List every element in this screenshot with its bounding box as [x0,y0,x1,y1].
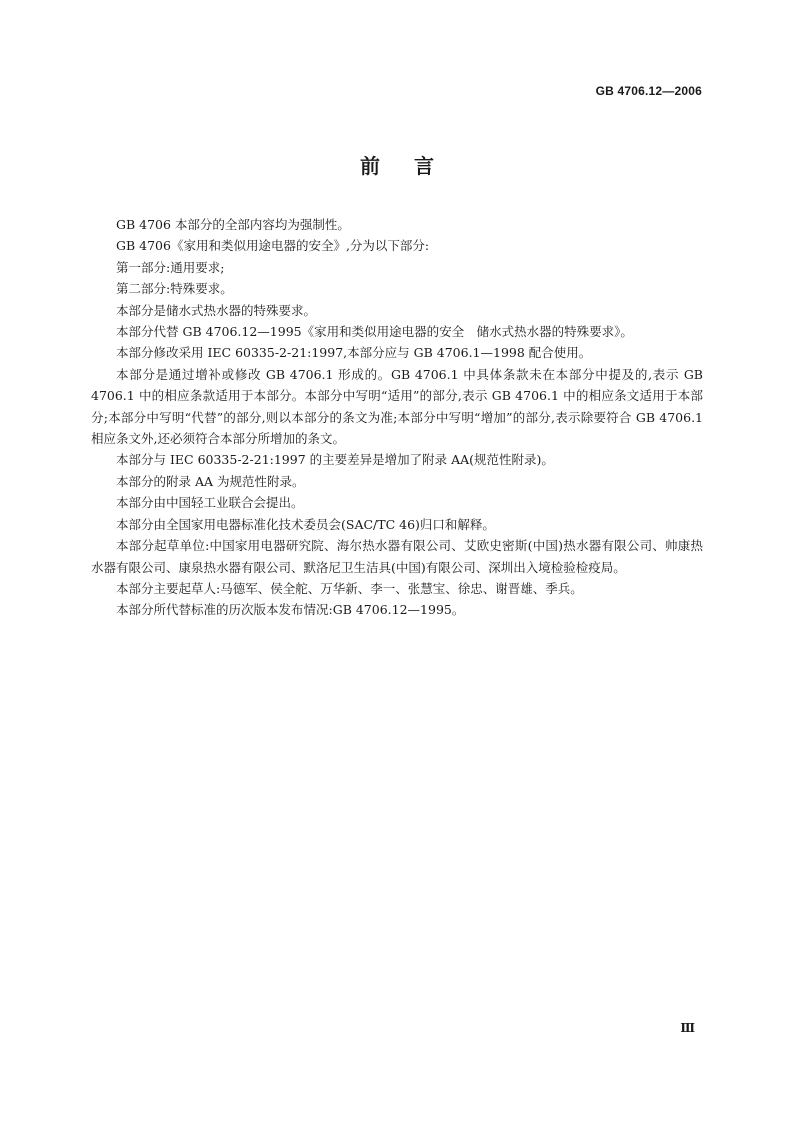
paragraph: 第一部分:通用要求; [116,259,225,275]
foreword-body [91,214,703,621]
paragraph: 本部分修改采用 IEC 60335-2-21:1997,本部分应与 GB 4706.1—1998 配合使用。 [116,345,592,361]
paragraph: 本部分所代替标准的历次版本发布情况:GB 4706.12—1995。 [116,602,465,618]
paragraph: 本部分由中国轻工业联合会提出。 [116,495,304,511]
paragraph: 本部分主要起草人:马德军、侯全舵、万华新、李一、张慧宝、徐忠、谢晋雄、季兵。 [116,580,583,596]
page-title: 前言 [360,154,468,178]
paragraph: GB 4706 本部分的全部内容均为强制性。 [116,217,350,232]
paragraph: GB 4706《家用和类似用途电器的安全》,分为以下部分: [116,238,430,254]
paragraph: 本部分起草单位:中国家用电器研究院、海尔热水器有限公司、艾欧史密斯(中国)热水器有限公司、帅康热水器有限公司、康泉热水器有限公司、默洛尼卫生洁具(中国)有限公司、深圳出入境检验检疫局。 [91,538,703,575]
paragraph: 第二部分:特殊要求。 [116,281,233,297]
paragraph: 本部分与 IEC 60335-2-21:1997 的主要差异是增加了附录 AA(规范性附录)。 [116,452,554,468]
page-number: Ⅲ [680,1021,695,1035]
standard-code: GB 4706.12—2006 [595,84,702,98]
paragraph: 本部分代替 GB 4706.12—1995《家用和类似用途电器的安全 储水式热水器的特殊要求》。 [116,324,633,340]
paragraph: 本部分由全国家用电器标准化技术委员会(SAC/TC 46)归口和解释。 [116,516,495,532]
paragraph: 本部分是通过增补或修改 GB 4706.1 形成的。GB 4706.1 中具体条款未在本部分中提及的,表示 GB 4706.1 中的相应条款适用于本部分。本部分中写明“适用”的部分,表示 GB 4706.1 中的相应条文适用于本部分;本部分中写明“代替”的部分,则以本部分的条文为准;本部分中写明“增加”的部分,表示除要符合 GB 4706.1 相应条文外,还必须符合本部分所增加的条文。 [91,366,703,447]
paragraph: 本部分是储水式热水器的特殊要求。 [116,302,317,318]
paragraph: 本部分的附录 AA 为规范性附录。 [116,473,305,489]
